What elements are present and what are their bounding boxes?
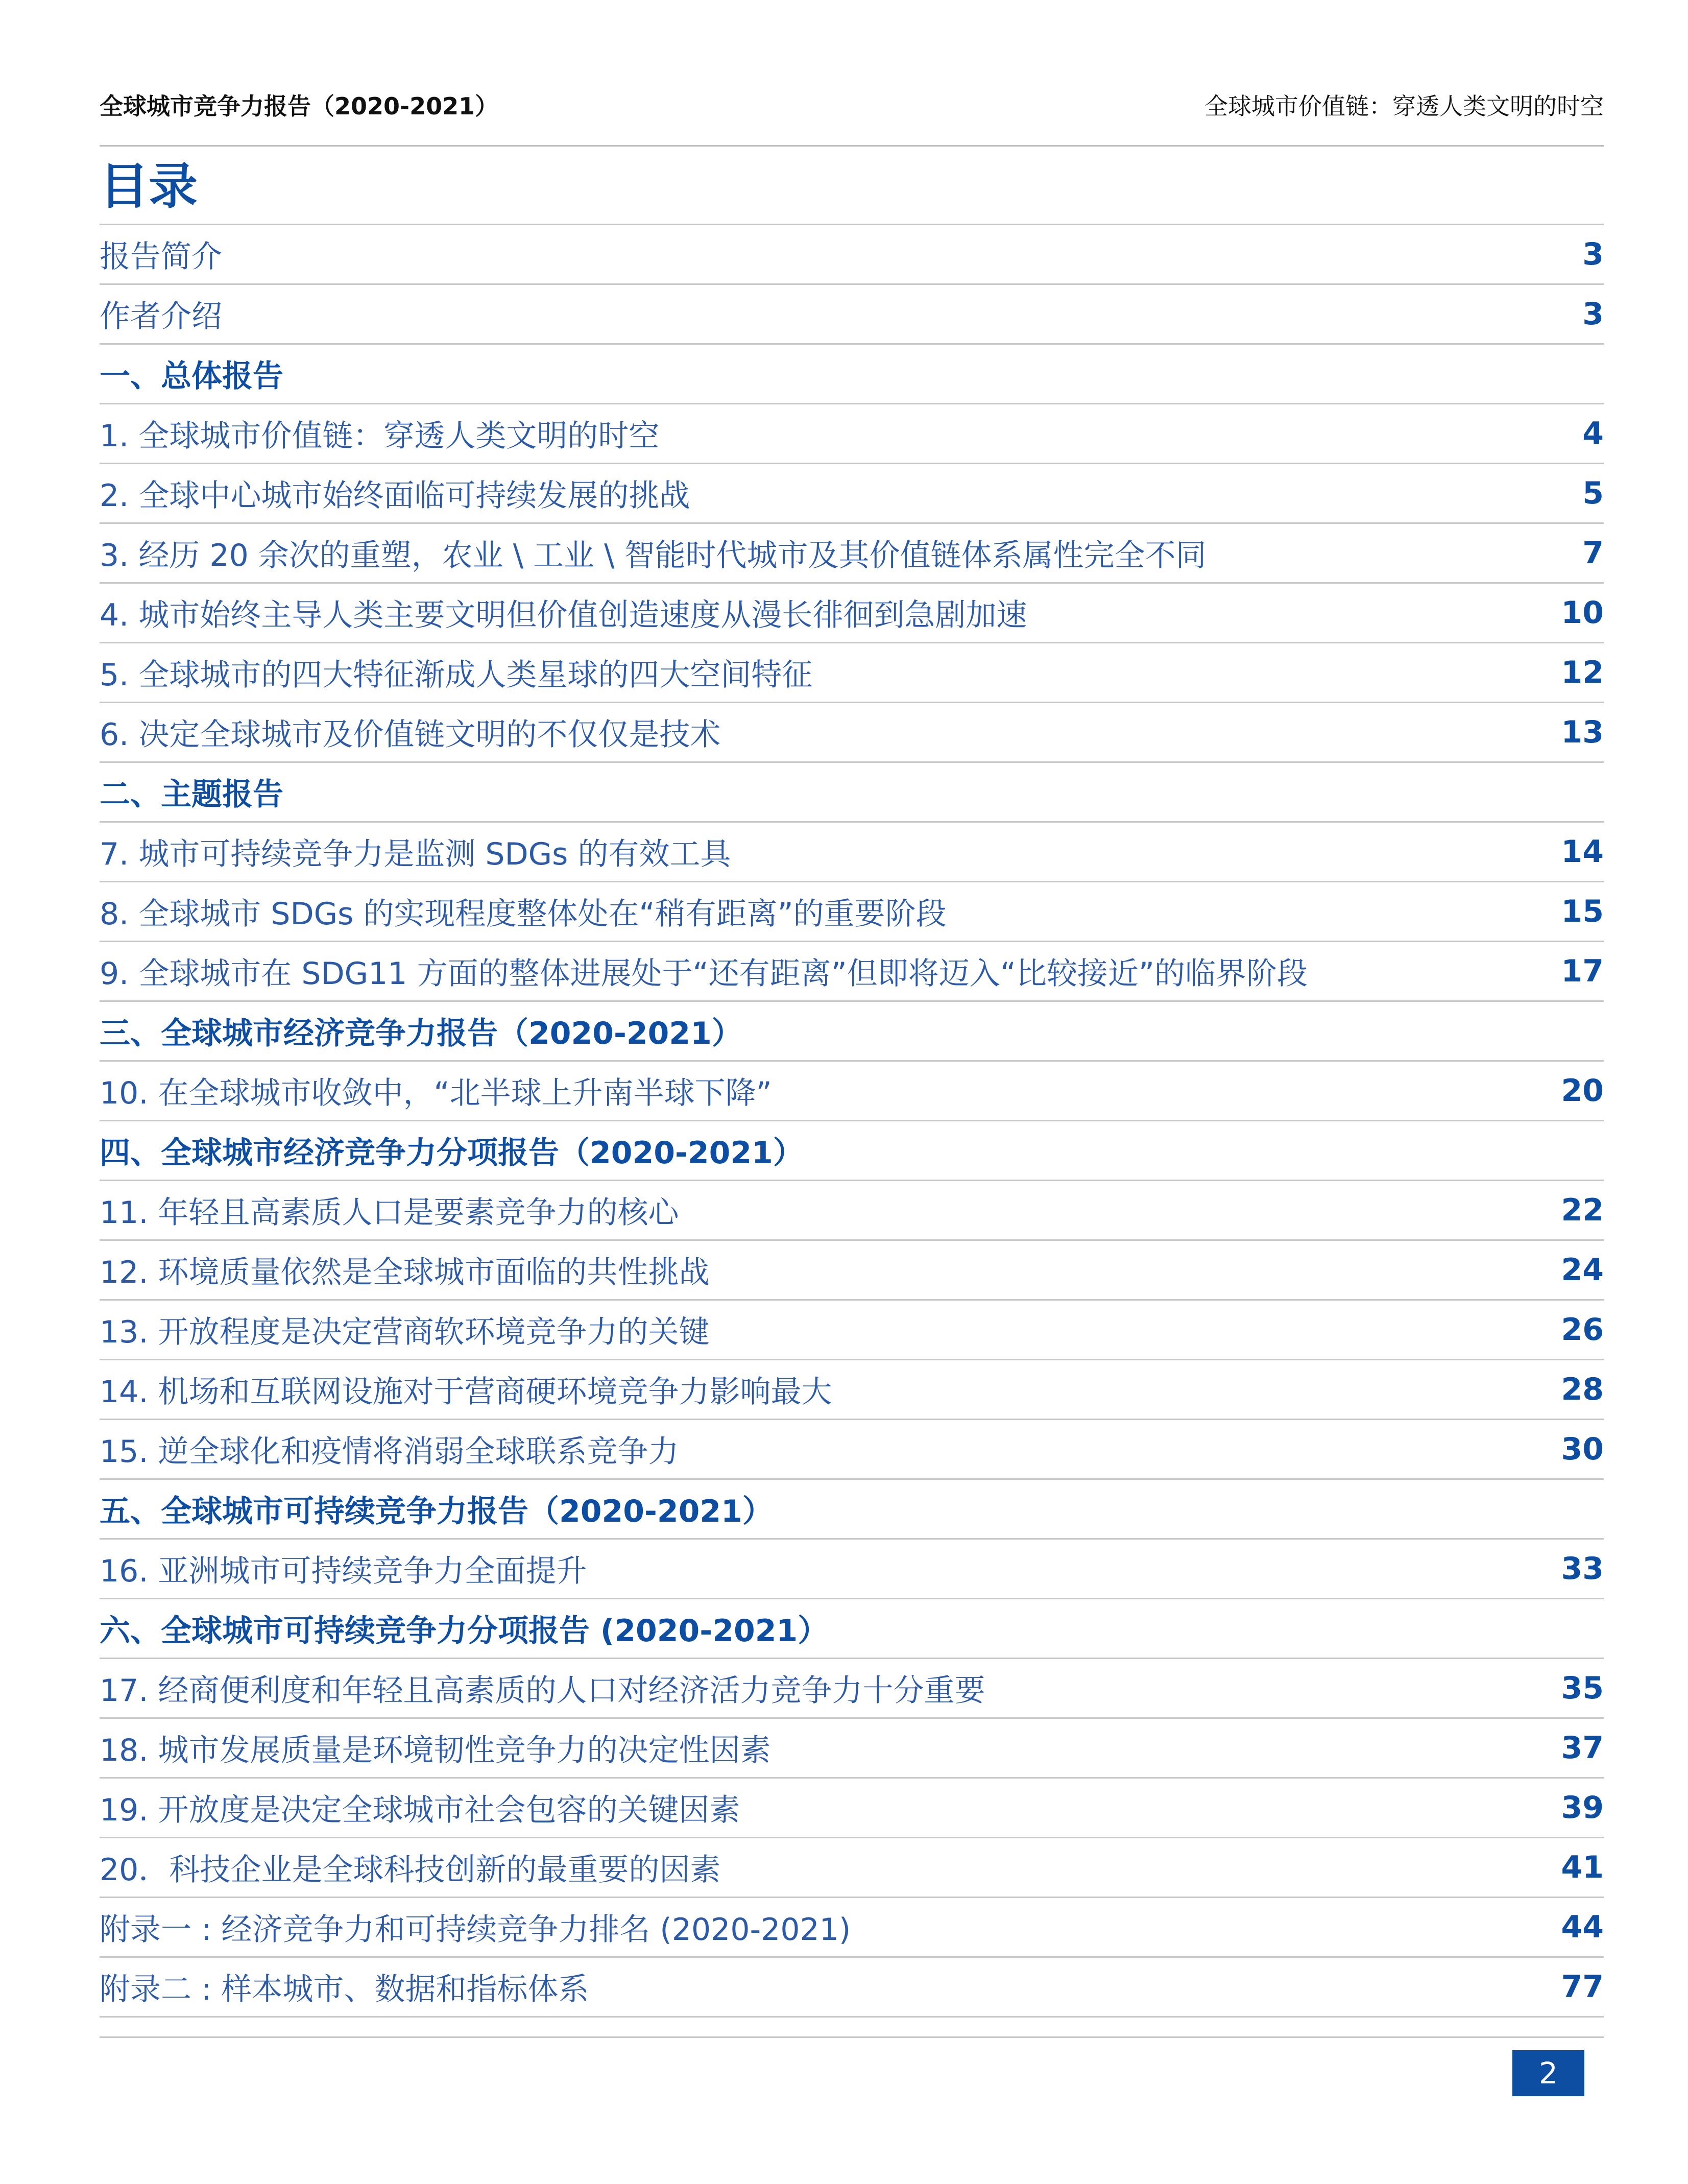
toc-entry-label: 20．科技企业是全球科技创新的最重要的因素 xyxy=(100,1852,721,1888)
toc-entry-label: 16. 亚洲城市可持续竞争力全面提升 xyxy=(100,1553,587,1589)
toc-entry-page: 26 xyxy=(1561,1312,1604,1348)
page-number-badge: 2 xyxy=(1512,2050,1584,2096)
toc-entry-label: 9. 全球城市在 SDG11 方面的整体进展处于“还有距离”但即将迈入“比较接近”的临界阶段 xyxy=(100,956,1308,992)
page-header xyxy=(100,87,1604,123)
toc-entry-label: 17. 经商便利度和年轻且高素质的人口对经济活力竞争力十分重要 xyxy=(100,1673,985,1709)
toc-entry-label: 18. 城市发展质量是环境韧性竞争力的决定性因素 xyxy=(100,1733,771,1768)
toc-entry-label: 13. 开放程度是决定营商软环境竞争力的关键 xyxy=(100,1314,710,1350)
toc-entry-page: 12 xyxy=(1561,655,1604,690)
toc-entry-page: 7 xyxy=(1582,535,1604,571)
toc-entry[interactable] xyxy=(100,524,1604,584)
toc-entry[interactable] xyxy=(100,882,1604,942)
toc-entry-label: 6. 决定全球城市及价值链文明的不仅仅是技术 xyxy=(100,717,721,753)
toc-entry[interactable] xyxy=(100,942,1604,1002)
toc-entry-page: 35 xyxy=(1561,1670,1604,1706)
toc-entry-label: 附录一 : 经济竞争力和可持续竞争力排名 (2020-2021) xyxy=(100,1912,851,1948)
toc-entry-page: 30 xyxy=(1561,1431,1604,1467)
toc-entry[interactable] xyxy=(100,1659,1604,1719)
toc-entry-page: 41 xyxy=(1561,1850,1604,1885)
toc-entry[interactable] xyxy=(100,464,1604,524)
toc-entry-page: 17 xyxy=(1561,953,1604,989)
toc-entry-label: 15. 逆全球化和疫情将消弱全球联系竞争力 xyxy=(100,1434,679,1470)
toc-title: 目录 xyxy=(100,158,198,215)
toc-entry-label: 附录二 : 样本城市、数据和指标体系 xyxy=(100,1972,589,2007)
toc-entry-label: 12. 环境质量依然是全球城市面临的共性挑战 xyxy=(100,1255,710,1290)
toc-entry-label: 报告简介 xyxy=(100,239,222,275)
toc-entry-label: 19. 开放度是决定全球城市社会包容的关键因素 xyxy=(100,1792,740,1828)
toc-entry-label: 11. 年轻且高素质人口是要素竞争力的核心 xyxy=(100,1195,679,1231)
toc-entry[interactable] xyxy=(100,1719,1604,1779)
toc-section-heading xyxy=(100,1480,1604,1540)
toc-entry[interactable] xyxy=(100,1779,1604,1838)
toc-entry[interactable] xyxy=(100,703,1604,763)
toc-entry-label: 8. 全球城市 SDGs 的实现程度整体处在“稍有距离”的重要阶段 xyxy=(100,896,947,932)
toc-entry-page: 5 xyxy=(1582,475,1604,511)
toc-entry-label: 二、主题报告 xyxy=(100,777,283,812)
toc-section-heading xyxy=(100,763,1604,823)
footer-divider xyxy=(100,2036,1604,2038)
toc-entry[interactable] xyxy=(100,404,1604,464)
toc-entry[interactable] xyxy=(100,1301,1604,1360)
toc-entry-page: 24 xyxy=(1561,1252,1604,1288)
toc-entry[interactable] xyxy=(100,823,1604,882)
toc-entry-label: 4. 城市始终主导人类主要文明但价值创造速度从漫长徘徊到急剧加速 xyxy=(100,597,1027,633)
toc-entry[interactable] xyxy=(100,1898,1604,1958)
toc-entry-page: 14 xyxy=(1561,834,1604,870)
toc-entry-label: 3. 经历 20 余次的重塑，农业 \ 工业 \ 智能时代城市及其价值链体系属性完全不同 xyxy=(100,538,1207,573)
toc-entry[interactable] xyxy=(100,285,1604,345)
toc-entry-page: 77 xyxy=(1561,1969,1604,2005)
toc-entry-page: 3 xyxy=(1582,236,1604,272)
toc-entry[interactable] xyxy=(100,1062,1604,1121)
toc-entry-page: 10 xyxy=(1561,595,1604,631)
toc-entry[interactable] xyxy=(100,643,1604,703)
toc-section-heading xyxy=(100,345,1604,404)
toc-entry-page: 4 xyxy=(1582,416,1604,451)
toc-entry-label: 10. 在全球城市收敛中，“北半球上升南半球下降” xyxy=(100,1075,772,1111)
toc-entry-label: 六、全球城市可持续竞争力分项报告 (2020-2021） xyxy=(100,1613,829,1649)
toc-entry-label: 7. 城市可持续竞争力是监测 SDGs 的有效工具 xyxy=(100,836,731,872)
toc-entry-label: 一、总体报告 xyxy=(100,358,283,394)
table-of-contents xyxy=(100,224,1604,2018)
toc-entry-page: 28 xyxy=(1561,1372,1604,1407)
toc-entry-page: 20 xyxy=(1561,1073,1604,1109)
toc-entry-label: 14. 机场和互联网设施对于营商硬环境竞争力影响最大 xyxy=(100,1374,832,1410)
toc-entry-label: 1. 全球城市价值链：穿透人类文明的时空 xyxy=(100,418,660,454)
toc-entry-page: 37 xyxy=(1561,1730,1604,1766)
toc-section-heading xyxy=(100,1121,1604,1181)
toc-entry-page: 15 xyxy=(1561,894,1604,929)
toc-entry[interactable] xyxy=(100,225,1604,285)
toc-entry[interactable] xyxy=(100,1540,1604,1599)
toc-entry[interactable] xyxy=(100,1360,1604,1420)
toc-entry[interactable] xyxy=(100,1838,1604,1898)
toc-entry-page: 22 xyxy=(1561,1192,1604,1228)
toc-section-heading xyxy=(100,1599,1604,1659)
report-subtitle: 全球城市价值链：穿透人类文明的时空 xyxy=(1204,92,1604,120)
toc-entry-page: 3 xyxy=(1582,296,1604,332)
toc-entry-page: 33 xyxy=(1561,1551,1604,1587)
toc-entry[interactable] xyxy=(100,1420,1604,1480)
toc-entry-page: 44 xyxy=(1561,1909,1604,1945)
toc-entry[interactable] xyxy=(100,1181,1604,1241)
toc-entry-label: 五、全球城市可持续竞争力报告（2020-2021） xyxy=(100,1494,773,1529)
toc-entry[interactable] xyxy=(100,1241,1604,1301)
toc-entry[interactable] xyxy=(100,584,1604,643)
header-divider xyxy=(100,145,1604,147)
toc-entry-page: 39 xyxy=(1561,1790,1604,1826)
report-title: 全球城市竞争力报告（2020-2021） xyxy=(100,92,499,120)
toc-section-heading xyxy=(100,1002,1604,1062)
toc-entry-label: 5. 全球城市的四大特征渐成人类星球的四大空间特征 xyxy=(100,657,813,693)
toc-entry-label: 四、全球城市经济竞争力分项报告（2020-2021） xyxy=(100,1135,804,1171)
toc-entry[interactable] xyxy=(100,1958,1604,2018)
toc-entry-label: 作者介绍 xyxy=(100,299,222,334)
toc-entry-label: 三、全球城市经济竞争力报告（2020-2021） xyxy=(100,1016,742,1051)
toc-entry-page: 13 xyxy=(1561,714,1604,750)
toc-entry-label: 2. 全球中心城市始终面临可持续发展的挑战 xyxy=(100,478,690,514)
